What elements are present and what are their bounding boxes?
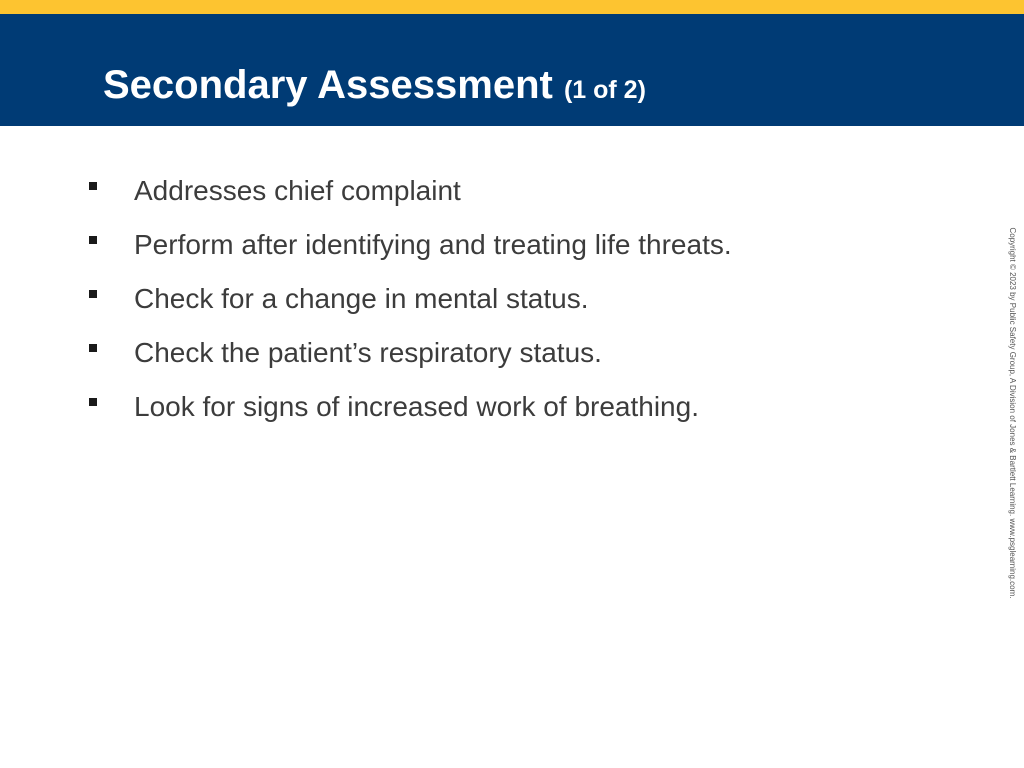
slide-title-main: Secondary Assessment [103,63,553,107]
square-bullet-icon [89,398,97,406]
bullet-item [87,280,947,320]
bullet-item [87,334,947,374]
square-bullet-icon [89,182,97,190]
bullet-text: Perform after identifying and treating life threats. [134,229,732,260]
slide-title [103,61,646,114]
title-bar [0,14,1024,126]
bullet-item [87,226,947,266]
square-bullet-icon [89,344,97,352]
slide-title-suffix: (1 of 2) [563,76,646,104]
bullet-item [87,388,947,428]
bullet-item [87,172,947,212]
copyright-notice: Copyright © 2023 by Public Safety Group, A Division of Jones & Bartlett Learning. www.psglearning.com. [1008,227,1017,599]
square-bullet-icon [89,236,97,244]
bullet-text: Addresses chief complaint [134,175,461,206]
bullet-text: Check the patient’s respiratory status. [134,337,602,368]
top-accent-stripe [0,0,1024,14]
bullet-text: Look for signs of increased work of breathing. [134,391,699,422]
bullet-text: Check for a change in mental status. [134,283,589,314]
square-bullet-icon [89,290,97,298]
